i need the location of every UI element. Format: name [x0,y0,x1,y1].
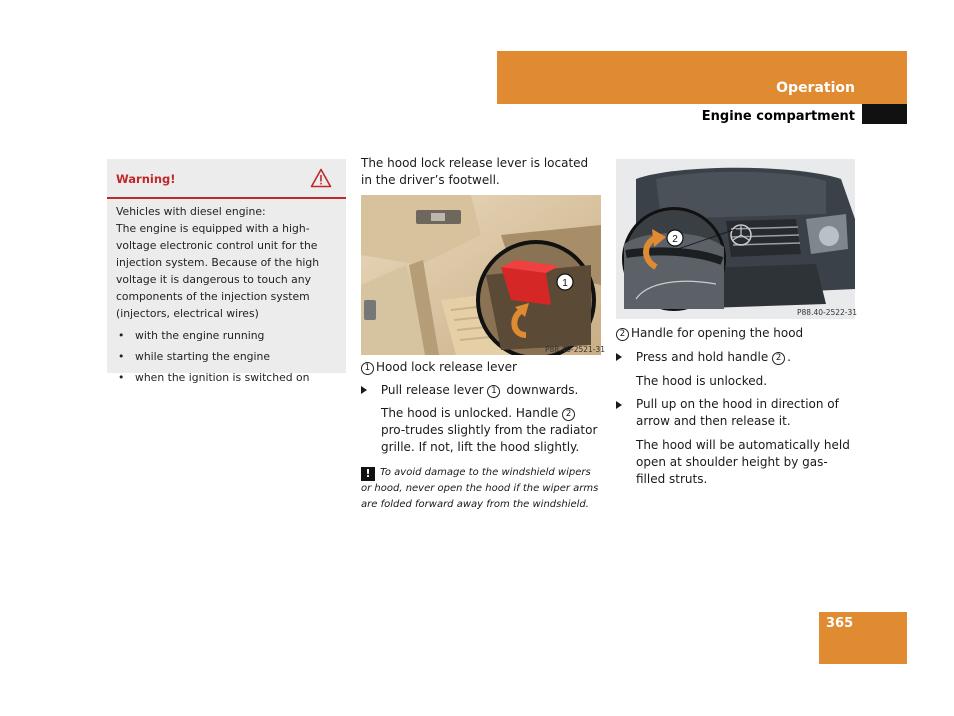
legend-text: Handle for opening the hood [631,326,804,340]
notice-block [361,465,601,513]
subsection-title: Engine compartment [701,109,855,124]
step-arrow-icon [616,353,622,361]
step-text: Press and hold handle [635,350,769,364]
step-text: Pull up on the hood in direction of arrow and then release it. [636,397,839,428]
callout-number: 1 [361,362,374,375]
legend-item [616,325,856,342]
step-text: downwards. [506,383,579,397]
step-arrow-icon [616,401,622,409]
header-bar [497,51,907,104]
callout-number: 2 [616,328,629,341]
callout-number: 2 [772,352,785,365]
warning-bullet: • when the ignition is switched on [116,369,340,386]
step-text: . [787,350,791,364]
warning-title: Warning! [116,172,176,186]
instruction-step [361,382,601,399]
notice-text: To avoid damage to the windshield wipers or hood, never open the hood if the wiper arms are folded forward away from the windshield. [361,467,599,510]
legend-text: Hood lock release lever [376,360,517,374]
warning-bullet: • with the engine running [116,327,340,344]
warning-body [116,203,340,390]
warning-triangle-icon [310,168,332,188]
callout-number: 2 [562,408,575,421]
image-code: P88.40-2522-31 [797,308,858,317]
step-result [381,405,599,456]
warning-bullet-list [116,327,340,386]
warning-divider [107,197,346,199]
footwell-photo [361,195,601,355]
step-result: The hood is unlocked. [636,374,768,388]
image-code: P88.40-2521-31 [545,345,606,354]
step-result: The hood will be automatically held open at shoulder height by gas-filled struts. [636,438,850,486]
result-text: The hood is unlocked. Handle [381,406,559,420]
callout-2-label: 2 [672,234,678,245]
legend-item [361,359,601,376]
intro-paragraph: The hood lock release lever is located in the driver’s footwell. [361,156,589,187]
step-text: Pull release lever [380,383,484,397]
callout-1-label: 1 [562,278,568,289]
step-arrow-icon [361,386,367,394]
car-front-photo [616,159,858,319]
page-number: 365 [826,616,854,631]
warning-bullet: • while starting the engine [116,348,340,365]
section-title: Operation [776,80,855,96]
result-text: pro-trudes slightly from the radiator grille. If not, lift the hood slightly. [381,423,598,454]
warning-box [107,159,346,384]
header-tab-marker [862,104,907,124]
instruction-step [616,396,856,430]
warning-intro-line: Vehicles with diesel engine: [116,205,266,218]
callout-number: 1 [487,385,500,398]
notice-icon: ! [361,467,375,481]
instruction-step [616,349,856,366]
warning-intro-text: The engine is equipped with a high-voltage electronic control unit for the injection system. Because of the high voltage it is dangerous to touch any components of the injection system (injectors, electrical wires) [116,222,320,320]
